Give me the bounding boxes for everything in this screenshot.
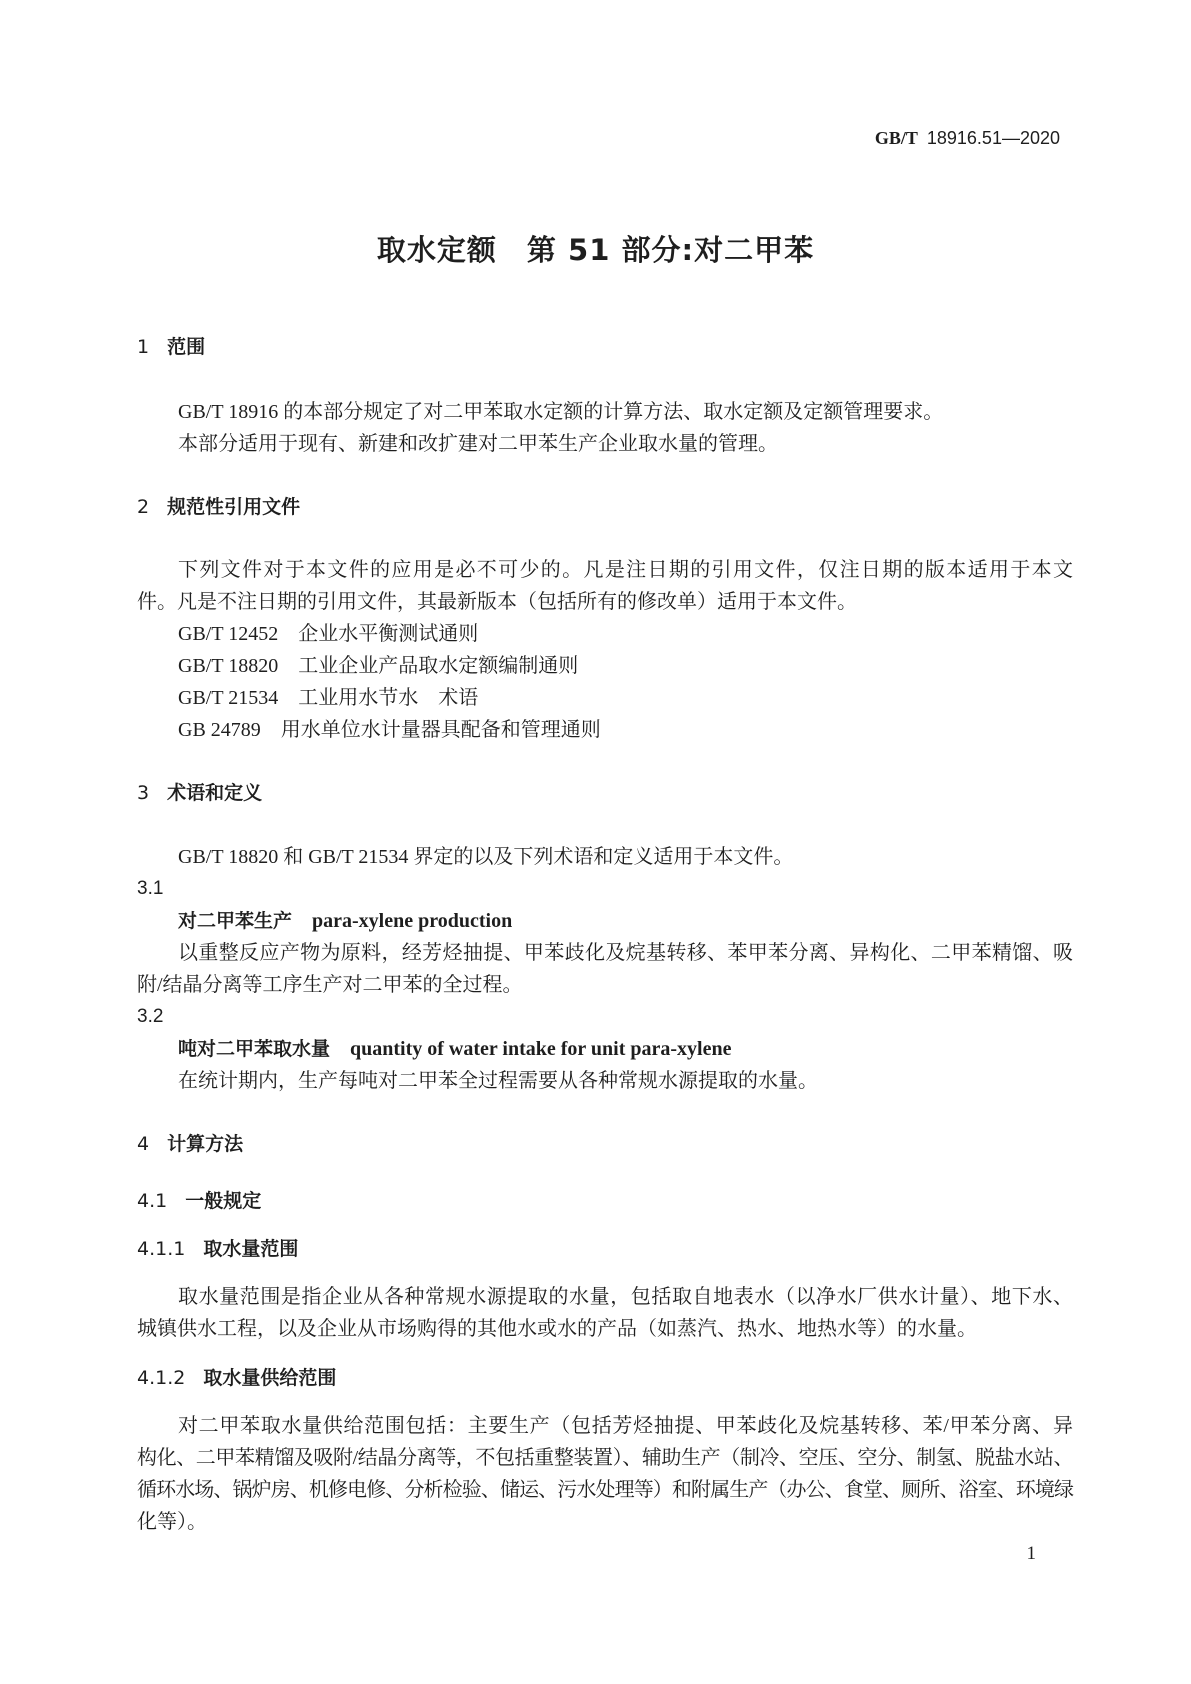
reference-item [137,682,1073,714]
subsection-number: 4.1 [137,1190,168,1212]
paragraph-line: 对二甲苯取水量供给范围包括：主要生产（包括芳烃抽提、甲苯歧化及烷基转移、苯/甲苯分离、异 [178,1415,1073,1437]
clause-number: 4.1.1 [137,1238,186,1260]
reference-code: GB/T 18820 [178,655,279,677]
reference-code: GB/T 21534 [178,687,279,709]
section-number: 3 [137,782,150,804]
standard-prefix: GB/T [874,128,918,148]
term-entry [137,1033,1073,1065]
paragraph-line: 化等）。 [137,1511,207,1533]
clause-title: 取水量范围 [203,1238,299,1260]
subsection-title: 一般规定 [185,1190,262,1212]
section-3-body [137,841,1073,1097]
section-number: 4 [137,1133,150,1155]
clause-4-1-2-body [137,1410,1073,1538]
term-chinese: 对二甲苯生产 [178,910,293,932]
reference-item [137,650,1073,682]
paragraph-line: GB/T 18916 的本部分规定了对二甲苯取水定额的计算方法、取水定额及定额管理要求。 [178,401,944,423]
reference-title: 企业水平衡测试通则 [298,623,479,645]
paragraph-line: 取水量范围是指企业从各种常规水源提取的水量，包括取自地表水（以净水厂供水计量）、地下水、 [178,1286,1073,1308]
term-chinese: 吨对二甲苯取水量 [178,1038,331,1060]
definition-line: 附/结晶分离等工序生产对二甲苯的全过程。 [137,974,523,996]
term-entry [137,905,1073,937]
definition-line: 在统计期内，生产每吨对二甲苯全过程需要从各种常规水源提取的水量。 [178,1070,818,1092]
term-number: 3.1 [137,878,164,899]
section-title: 范围 [167,336,206,358]
page-number: 1 [1026,1543,1036,1564]
section-2-body [137,554,1073,746]
section-2-heading [137,491,1073,523]
paragraph-line: 件。凡是不注日期的引用文件，其最新版本（包括所有的修改单）适用于本文件。 [137,591,857,613]
reference-title: 用水单位水计量器具配备和管理通则 [280,719,601,741]
section-title: 计算方法 [167,1133,244,1155]
reference-code: GB 24789 [178,719,261,741]
section-1-body [137,396,1073,460]
standard-number: 18916.51—2020 [926,128,1060,148]
term-english: quantity of water intake for unit para-xylene [350,1038,732,1060]
term-number: 3.2 [137,1006,164,1027]
section-number: 2 [137,496,150,518]
running-header [875,126,1060,150]
paragraph-line: 城镇供水工程，以及企业从市场购得的其他水或水的产品（如蒸汽、热水、地热水等）的水量。 [137,1318,977,1340]
clause-4-1-1-body [137,1281,1073,1345]
reference-title: 工业企业产品取水定额编制通则 [298,655,579,677]
section-title: 规范性引用文件 [167,496,301,518]
paragraph-line: 本部分适用于现有、新建和改扩建对二甲苯生产企业取水量的管理。 [178,433,778,455]
paragraph-line: 循环水场、锅炉房、机修电修、分析检验、储运、污水处理等）和附属生产（办公、食堂、厕所、浴室、环境绿 [137,1479,1073,1501]
section-4-heading [137,1128,1073,1160]
clause-4-1-2-heading [137,1362,1073,1394]
clause-title: 取水量供给范围 [203,1367,337,1389]
paragraph-line: GB/T 18820 和 GB/T 21534 界定的以及下列术语和定义适用于本文件。 [178,846,794,868]
paragraph-line: 下列文件对于本文件的应用是必不可少的。凡是注日期的引用文件，仅注日期的版本适用于本文 [178,559,1073,581]
document-title: 取水定额 第 51 部分:对二甲苯 [376,233,815,267]
reference-title: 工业用水节水 术语 [298,687,479,709]
reference-item [137,618,1073,650]
section-number: 1 [137,336,150,358]
reference-item [137,714,1073,746]
paragraph-line: 构化、二甲苯精馏及吸附/结晶分离等，不包括重整装置）、辅助生产（制冷、空压、空分、制氢、脱盐水站、 [137,1447,1073,1469]
section-3-heading [137,777,1073,809]
reference-code: GB/T 12452 [178,623,279,645]
subsection-4-1-heading [137,1185,1073,1217]
clause-4-1-1-heading [137,1233,1073,1265]
section-title: 术语和定义 [167,782,263,804]
clause-number: 4.1.2 [137,1367,186,1389]
section-1-heading [137,331,1073,363]
term-english: para-xylene production [312,910,513,932]
definition-line: 以重整反应产物为原料，经芳烃抽提、甲苯歧化及烷基转移、苯甲苯分离、异构化、二甲苯精馏、吸 [178,942,1073,964]
